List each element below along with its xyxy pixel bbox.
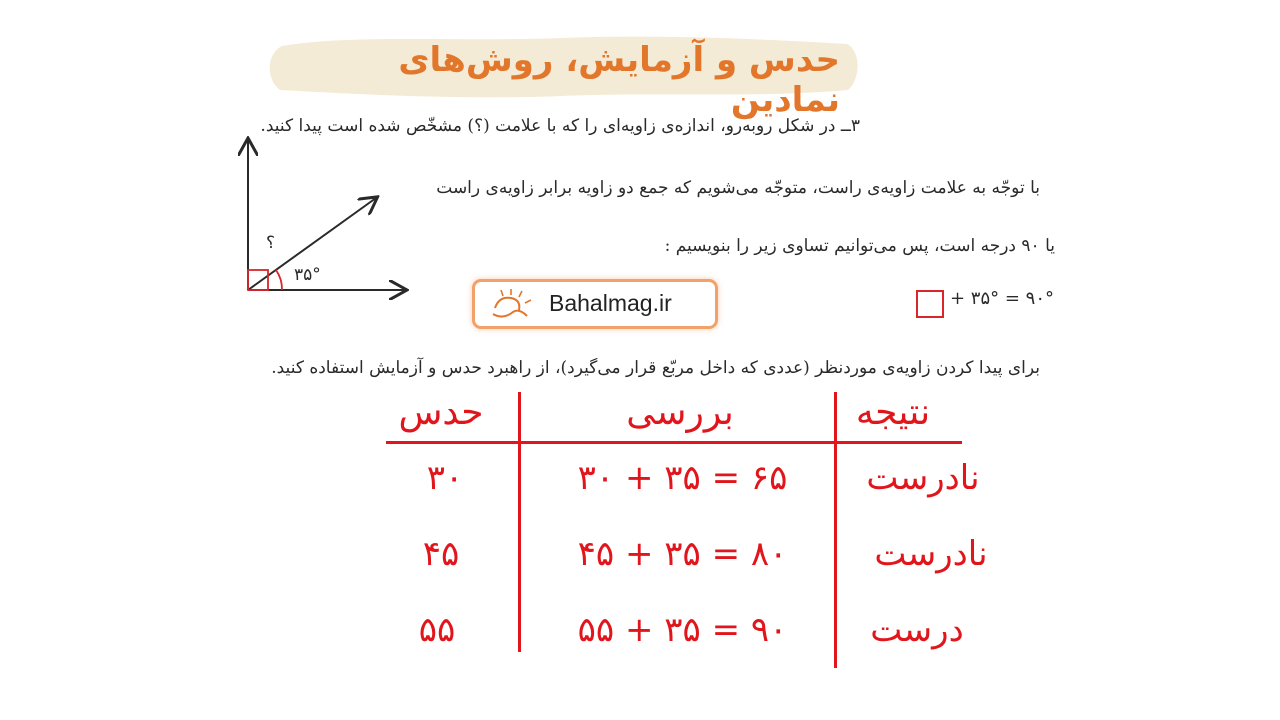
explanation-line-2: یا ۹۰ درجه است، پس می‌توانیم تساوی زیر را بنویسیم :	[664, 236, 1055, 256]
row-2-check: ۴۵ + ۳۵ = ۸۰	[577, 534, 788, 574]
header-result: نتیجه	[855, 392, 931, 433]
title-banner	[262, 32, 862, 120]
angle-arc	[276, 270, 282, 290]
header-divider	[386, 441, 962, 444]
problem-statement: ۳ــ در شکل روبه‌رو، اندازه‌ی زاویه‌ای را که با علامت (؟) مشخّص شده است پیدا کنید.	[260, 116, 860, 136]
angle-35-label: ۳۵°	[294, 265, 321, 285]
sun-logo-icon	[489, 288, 533, 322]
row-3-result: درست	[870, 610, 964, 650]
row-2-guess: ۴۵	[422, 534, 460, 574]
explanation-line-1: با توجّه به علامت زاویه‌ی راست، متوجّه می‌شویم که جمع دو زاویه برابر زاویه‌ی راست	[436, 178, 1040, 198]
equation-text: + ۳۵° = ۹۰°	[950, 288, 1055, 309]
row-2-result: نادرست	[874, 534, 988, 574]
column-divider-1	[518, 392, 521, 652]
page-title: حدس و آزمایش، روش‌های نمادین	[398, 40, 840, 120]
watermark-text: Bahalmag.ir	[549, 290, 672, 316]
unknown-answer-box	[916, 290, 944, 318]
question-mark-label: ؟	[266, 233, 276, 253]
row-1-result: نادرست	[866, 458, 980, 498]
row-3-guess: ۵۵	[418, 610, 456, 650]
row-1-guess: ۳۰	[426, 458, 464, 498]
row-3-check: ۵۵ + ۳۵ = ۹۰	[577, 610, 788, 650]
watermark-badge	[472, 279, 718, 329]
angle-diagram	[230, 128, 420, 308]
column-divider-2	[834, 392, 837, 668]
row-1-check: ۳۰ + ۳۵ = ۶۵	[577, 458, 788, 498]
instruction-line: برای پیدا کردن زاویه‌ی موردنظر (عددی که داخل مربّع قرار می‌گیرد)، از راهبرد حدس و آزمایش استفاده کنید.	[271, 358, 1040, 378]
header-guess: حدس	[398, 392, 484, 433]
header-check: بررسی	[626, 392, 734, 433]
